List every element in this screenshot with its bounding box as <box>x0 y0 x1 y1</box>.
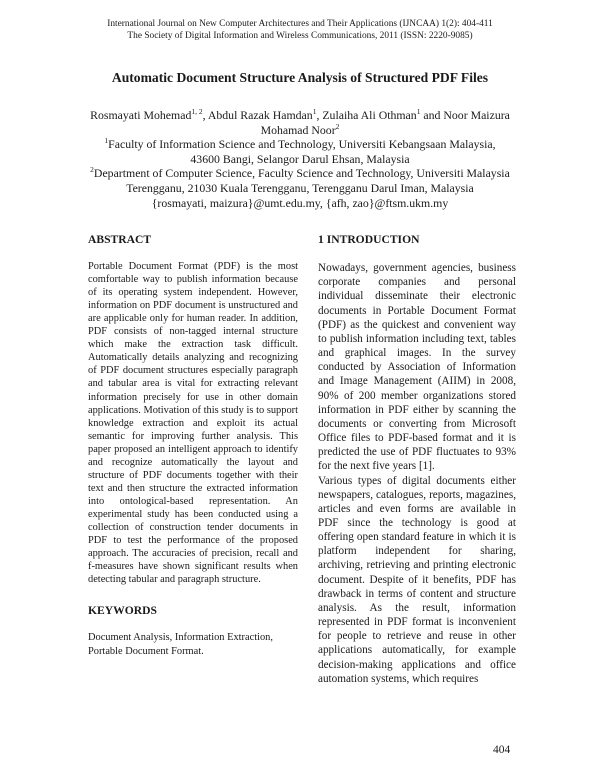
affiliation-text: Faculty of Information Science and Technology, Universiti Kebangsaan Malaysia, <box>108 137 496 152</box>
page-number: 404 <box>493 744 511 756</box>
author-name: Mohamad Noor <box>260 122 336 137</box>
author-name: , Zulaiha Ali Othman <box>316 108 417 122</box>
affiliation-2-address: Terengganu, 21030 Kuala Terengganu, Terengganu Darul Iman, Malaysia <box>126 180 474 195</box>
author-affiliation-mark: 1 <box>416 107 421 117</box>
affiliation-mark: 2 <box>90 165 94 175</box>
paper-title: Automatic Document Structure Analysis of Structured PDF Files <box>111 70 489 85</box>
journal-header <box>0 19 600 42</box>
left-column <box>88 233 298 659</box>
introduction-paragraph-1: Nowadays, government agencies, business corporate companies and personal individual disseminate their electronic documents in Portable Document Format (PDF) as the quickest and convenient way to publish information including text, tables and graphical images. In the survey conducted by Association of Information and Image Management (AIIM) in 2008, 90% of 200 member organizations stored information in PDF either by scanning the documents or converting from Microsoft Office files to PDF-based format and it is predicted the use of PDF fluctuates to 93% for the next five years [1]. <box>318 262 516 473</box>
journal-line: International Journal on New Computer Architectures and Their Applications (IJNCAA) 1(2): 404-411 <box>107 19 493 29</box>
author-line <box>60 123 540 138</box>
author-emails: {rosmayati, maizura}@umt.edu.my, {afh, zao}@ftsm.ukm.my <box>151 195 449 210</box>
author-affiliation-mark: 1 <box>312 107 317 117</box>
introduction-heading: 1 INTRODUCTION <box>318 233 420 246</box>
affiliation-2 <box>60 166 540 181</box>
author-name: and Noor Maizura <box>420 108 510 122</box>
author-block <box>60 108 540 210</box>
author-affiliation-mark: 1, 2 <box>191 107 203 117</box>
society-line: The Society of Digital Information and Wireless Communications, 2011 (ISSN: 2220-9085) <box>127 30 473 41</box>
affiliation-text: Department of Computer Science, Faculty Science and Technology, Universiti Malaysia <box>93 166 510 181</box>
right-column <box>318 233 516 686</box>
abstract-text: Portable Document Format (PDF) is the most comfortable way to publish information because of its operating system independent. However, information on PDF document is unstructured and are applicable only for human reader. In addition, PDF consists of non-tagged internal structure which make the extraction task difficult. Automatically details analyzing and recognizing of PDF document structures especially paragraph and tabular area is vital for extracting relevant information precisely for use in other domain applications. Motivation of this study is to support knowledge extraction and exploit its actual semantic for improving further analysis. This paper proposed an intelligent approach to identify and recognize automatically the layout and structure of PDF documents together with their text and then structure the extracted information into ontological-based representation. An experimental study has been conducted using a collection of construction tender documents in PDF to test the performance of the proposed approach. The accuracies of precision, recall and f-measures have shown significant results when detecting tabular and paragraph structure. <box>88 261 298 586</box>
author-name: , Abdul Razak Hamdan <box>202 108 313 122</box>
affiliation-mark: 1 <box>104 136 109 146</box>
abstract-heading: ABSTRACT <box>88 233 152 246</box>
affiliation-1-address: 43600 Bangi, Selangor Darul Ehsan, Malaysia <box>190 151 410 166</box>
affiliation-1 <box>60 137 540 152</box>
keywords-text: Document Analysis, Information Extraction, Portable Document Format. <box>88 632 273 658</box>
author-affiliation-mark: 2 <box>335 121 340 131</box>
keywords-heading: KEYWORDS <box>88 604 157 618</box>
author-name: Rosmayati Mohemad <box>90 108 192 122</box>
introduction-paragraph-2: Various types of digital documents either newspapers, catalogues, reports, magazines, articles and even forms are available in PDF since the technology is good at offering open standard feature in which it is platform independent for sharing, archiving, retrieving and printing electronic document. Despite of it benefits, PDF has drawback in terms of content and structure analysis. As the result, information represented in PDF format is inconvenient for people to retrieve and reuse in other applications automatically, for example decision-making applications and office automation systems, which requires <box>318 474 516 685</box>
author-line <box>60 108 540 123</box>
